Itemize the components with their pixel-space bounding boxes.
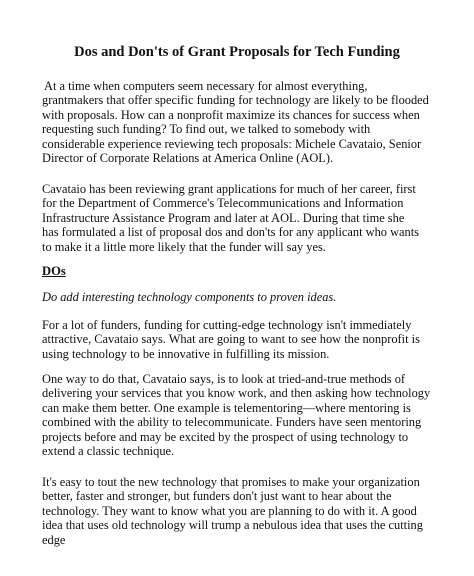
dos-paragraph-2 — [42, 372, 462, 458]
text-line: with proposals. How can a nonprofit maximize its chances for success when — [42, 107, 420, 122]
text-line: For a lot of funders, funding for cutting-edge technology isn't immediately — [42, 318, 412, 332]
text-line: attractive, Cavataio says. What are going to want to see how the nonprofit is — [42, 332, 420, 347]
text-line: using technology to be innovative in fulfilling its mission. — [42, 346, 330, 361]
text-line: One way to do that, Cavataio says, is to look at tried-and-true methods of — [42, 372, 406, 386]
dos-paragraph-3 — [42, 475, 462, 547]
text-line: can make them better. One example is telementoring—where mentoring is — [42, 400, 411, 415]
text-line: to make it a little more likely that the funder will say yes. — [42, 239, 326, 254]
dos-paragraph-1 — [42, 318, 462, 361]
dos-intro — [42, 290, 462, 304]
text-line: Do add interesting technology components to proven ideas. — [42, 290, 337, 304]
text-line: delivering your services that you know work, and then asking how technology — [42, 386, 431, 401]
text-line: Director of Corporate Relations at America Online (AOL). — [42, 151, 334, 166]
text-line: idea that uses old technology will trump a nebulous idea that uses the cutting — [42, 518, 423, 533]
text-line: Cavataio has been reviewing grant applications for much of her career, first — [42, 182, 416, 196]
text-line: has formulated a list of proposal dos and don'ts for any applicant who wants — [42, 225, 419, 240]
document-title: Dos and Don'ts of Grant Proposals for Tech Funding — [74, 44, 400, 60]
text-line: edge — [42, 532, 66, 547]
text-line: requesting such funding? To find out, we talked to somebody with — [42, 122, 371, 137]
text-line: grantmakers that offer specific funding for technology are likely to be flooded — [42, 93, 429, 108]
text-line: technology. They want to know what you are planning to do with it. A good — [42, 503, 417, 518]
text-line: for the Department of Commerce's Telecommunications and Information — [42, 196, 404, 211]
text-line: It's easy to tout the new technology that promises to make your organization — [42, 475, 420, 489]
dos-heading: DOs — [42, 264, 66, 278]
text-line: combined with the ability to telecommunicate. Funders have seen mentoring — [42, 415, 422, 430]
text-line: better, faster and stronger, but funders don't just want to hear about the — [42, 489, 392, 504]
text-line: extend a classic technique. — [42, 444, 175, 459]
text-line: considerable experience reviewing tech proposals: Michele Cavataio, Senior — [42, 136, 422, 151]
text-line: At a time when computers seem necessary for almost everything, — [44, 79, 368, 93]
intro-paragraph-2 — [42, 182, 462, 254]
text-line: projects before and may be excited by the prospect of using technology to — [42, 429, 409, 444]
intro-paragraph-1 — [42, 79, 462, 165]
text-line: Infrastructure Assistance Program and later at AOL. During that time she — [42, 210, 405, 225]
